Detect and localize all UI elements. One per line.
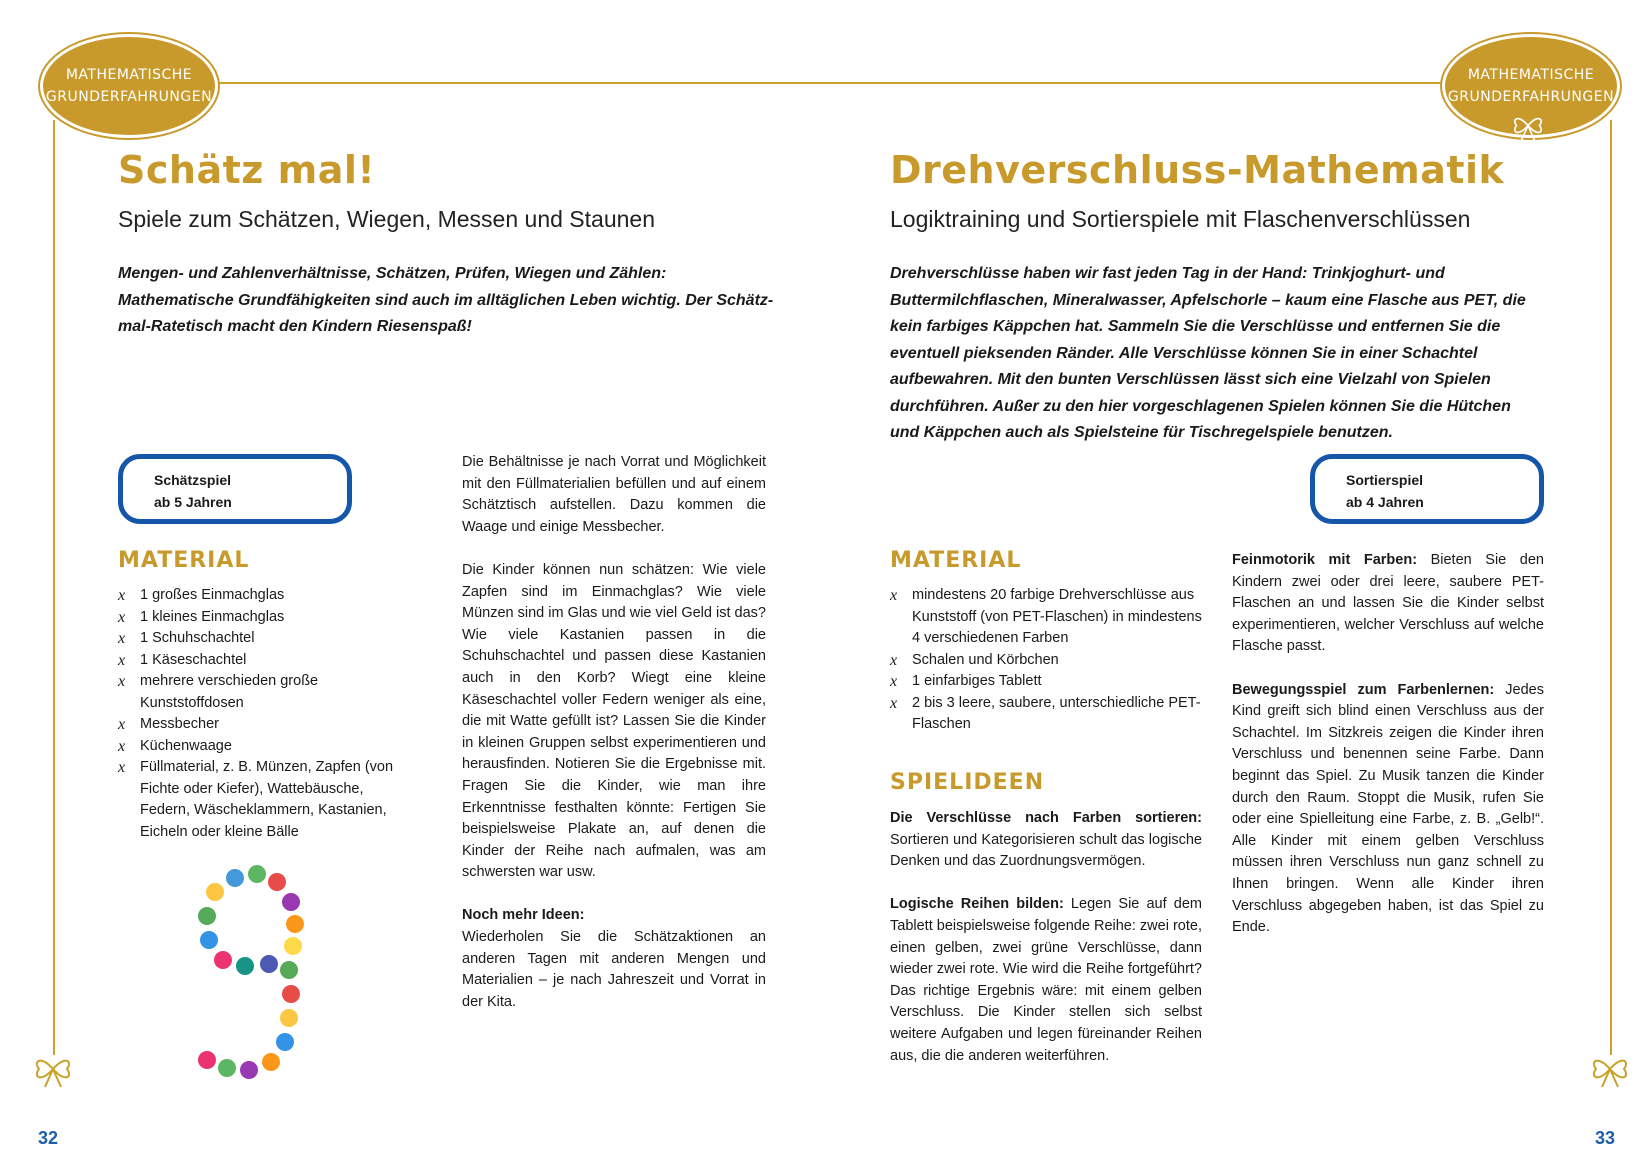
- idea-title: Bewegungsspiel zum Farbenlernen:: [1232, 681, 1495, 698]
- idea-title: Feinmotorik mit Farben:: [1232, 552, 1418, 568]
- material-heading: MATERIAL: [118, 548, 250, 573]
- list-item: x 1 großes Einmachglas: [118, 585, 408, 607]
- badge-line1: MATHEMATISCHE: [1467, 67, 1595, 83]
- list-item: x 1 kleines Einmachglas: [118, 607, 408, 629]
- list-item: x Messbecher: [118, 714, 408, 736]
- bow-ornament-icon: [1508, 114, 1548, 142]
- frame-top-line: [210, 82, 1442, 84]
- bullet-x-icon: x: [118, 673, 126, 690]
- list-item: x mehrere verschieden große Kunststoffdosen: [118, 673, 319, 711]
- paragraph: Feinmotorik mit Farben: Bieten Sie den Kindern zwei oder drei leere, saubere PET-Flaschen an und lassen Sie die Kinder selbst experimentieren, welcher Verschluss auf welche Flasche passt.: [1232, 552, 1544, 655]
- bullet-x-icon: x: [890, 673, 898, 690]
- page-subtitle: Logiktraining und Sortierspiele mit Flaschenverschlüssen: [890, 206, 1471, 232]
- material-heading: MATERIAL: [890, 548, 1022, 573]
- bullet-x-icon: x: [118, 608, 126, 626]
- bullet-x-icon: x: [890, 694, 898, 712]
- page-subtitle: Spiele zum Schätzen, Wiegen, Messen und Staunen: [118, 206, 655, 232]
- bullet-x-icon: x: [118, 651, 126, 669]
- right-column-2: [1232, 550, 1544, 960]
- list-item: x 1 Käseschachtel: [118, 650, 408, 672]
- bullet-x-icon: x: [118, 630, 126, 647]
- list-item: x 1 einfarbiges Tablett: [890, 671, 1202, 693]
- material-list: [890, 585, 1202, 736]
- list-item: x Schalen und Körbchen: [890, 650, 1202, 672]
- list-item: x mindestens 20 farbige Drehverschlüsse aus Kunststoff (von PET-Flaschen) in mindestens 4 verschiedenen Farben: [890, 587, 1202, 646]
- page-title: Schätz mal!: [118, 148, 376, 192]
- badge-line2: GRUNDERFAHRUNGEN: [45, 89, 213, 105]
- bow-ornament-icon: [1588, 1055, 1632, 1089]
- right-column-1: [890, 808, 1202, 1089]
- ideas-heading: SPIELIDEEN: [890, 770, 1045, 795]
- material-list: [118, 585, 408, 843]
- bullet-x-icon: x: [890, 651, 898, 669]
- page-number-left: 32: [38, 1128, 59, 1148]
- intro-text: Mengen- und Zahlenverhältnisse, Schätzen, Prüfen, Wiegen und Zählen: Mathematische Grundfähigkeiten sind auch im alltäglichen Leben wichtig. Der Schätz-mal-Ratetisch macht den Kindern Riesenspaß!: [118, 265, 774, 335]
- age-box-age: ab 4 Jahren: [1346, 494, 1424, 510]
- frame-left-line: [53, 120, 55, 1055]
- list-item: x Küchenwaage: [118, 736, 408, 758]
- page-title: Drehverschluss-Mathematik: [890, 148, 1505, 192]
- paragraph: Die Kinder können nun schätzen: Wie viele Zapfen sind im Einmachglas? Wie viele Münzen sind im Glas und wie viel Geld ist das? Wie viele Kastanien passen in die Schuhschachtel und passen diese Kastanien auch in den Korb? Wiegt eine kleine Käseschachtel voller Federn weniger als eine, die mit Watte gefüllt ist? Lassen Sie die Kinder in kleinen Gruppen selbst experimentieren und herausfinden. Notieren Sie die Ergebnisse mit. Fragen Sie die Kinder, wie man ihre Erkenntnisse festhalten könnte: Fertigen Sie beispielsweise Plakate an, auf denen die Kinder der Reihe nach aufmalen, was am schwersten war usw.: [462, 561, 766, 881]
- badge-line1: MATHEMATISCHE: [65, 67, 193, 83]
- page-number-right: 33: [1595, 1128, 1616, 1148]
- age-box-title: Sortierspiel: [1346, 472, 1424, 488]
- bow-ornament-icon: [31, 1055, 75, 1089]
- handprint-nine-illustration: [185, 860, 315, 1090]
- age-box: [1310, 454, 1544, 524]
- bullet-x-icon: x: [118, 759, 126, 776]
- frame-right-line: [1610, 120, 1612, 1055]
- list-item: x Füllmaterial, z. B. Münzen, Zapfen (von Fichte oder Kiefer), Wattebäusche, Federn, Wäscheklammern, Kastanien, Eicheln oder kleine Bälle: [118, 759, 394, 840]
- left-column-2: [462, 452, 766, 1013]
- paragraph: Logische Reihen bilden: Legen Sie auf dem Tablett beispielsweise folgende Reihe: zwei rote, einen gelben, zwei grüne Verschlüsse, dann wieder zwei rote. Wie wird die Reihe fortgeführt? Das richtige Ergebnis wäre: mit einem gelben Verschluss. Die Kinder stellen sich selbst weitere Aufgaben und legen füreinander Reihen aus, die die anderen weiterführen.: [890, 896, 1202, 1064]
- paragraph: Die Verschlüsse nach Farben sortieren: Sortieren und Kategorisieren schult das logische Denken und das Zuordnungsvermögen.: [890, 810, 1202, 870]
- paragraph: Bewegungsspiel zum Farbenlernen: Jedes Kind greift sich blind einen Verschluss aus der Schachtel. Im Sitzkreis zeigen die Kinder ihren Verschluss und benennen seine Farbe. Dann beginnt das Spiel. Zu Musik tanzen die Kinder durch den Raum. Stoppt die Musik, rufen Sie oder eine Spielleitung eine Farbe, z. B. „Gelb!“. Alle Kinder mit einem gelben Verschluss müssen ihren Verschluss nun ganz schnell zu Ihnen bringen. Wenn alle Kinder ihren Verschluss abgegeben haben, ist das Spiel zu Ende.: [1232, 681, 1544, 936]
- list-item: x 2 bis 3 leere, saubere, unterschiedliche PET-Flaschen: [890, 694, 1201, 732]
- intro-text: Drehverschlüsse haben wir fast jeden Tag in der Hand: Trinkjoghurt- und Buttermilchflaschen, Mineralwasser, Apfelschorle – kaum eine Flasche aus PET, die kein farbiges Käppchen hat. Sammeln Sie die Verschlüsse und entfernen Sie die eventuell pieksenden Ränder. Alle Verschlüsse können Sie in einer Schachtel aufbewahren. Mit den bunten Verschlüssen lässt sich eine Vielzahl von Spielen durchführen. Außer zu den hier vorgeschlagenen Spielen können Sie die Hütchen und Käppchen auch als Spielsteine für Tischregelspiele benutzen.: [890, 265, 1526, 441]
- bullet-x-icon: x: [118, 716, 126, 733]
- age-box-age: ab 5 Jahren: [154, 494, 232, 510]
- paragraph: Die Behältnisse je nach Vorrat und Möglichkeit mit den Füllmaterialien befüllen und auf einem Schätztisch aufstellen. Dazu kommen die Waage und einige Messbecher.: [462, 454, 766, 535]
- bullet-x-icon: x: [118, 587, 126, 604]
- more-ideas-text: Wiederholen Sie die Schätzaktionen an anderen Tagen mit anderen Mengen und Materialien – je nach Jahreszeit und Vorrat in der Kita.: [462, 929, 766, 1010]
- idea-title: Die Verschlüsse nach Farben sortieren:: [890, 810, 1202, 826]
- idea-title: Logische Reihen bilden:: [890, 896, 1064, 913]
- age-box-title: Schätzspiel: [154, 472, 232, 488]
- bullet-x-icon: x: [118, 737, 126, 755]
- bullet-x-icon: x: [890, 587, 898, 604]
- badge-left: [40, 34, 218, 138]
- age-box: [118, 454, 352, 524]
- list-item: x 1 Schuhschachtel: [118, 628, 408, 650]
- badge-line2: GRUNDERFAHRUNGEN: [1447, 89, 1615, 105]
- more-ideas-heading: Noch mehr Ideen:: [462, 907, 585, 924]
